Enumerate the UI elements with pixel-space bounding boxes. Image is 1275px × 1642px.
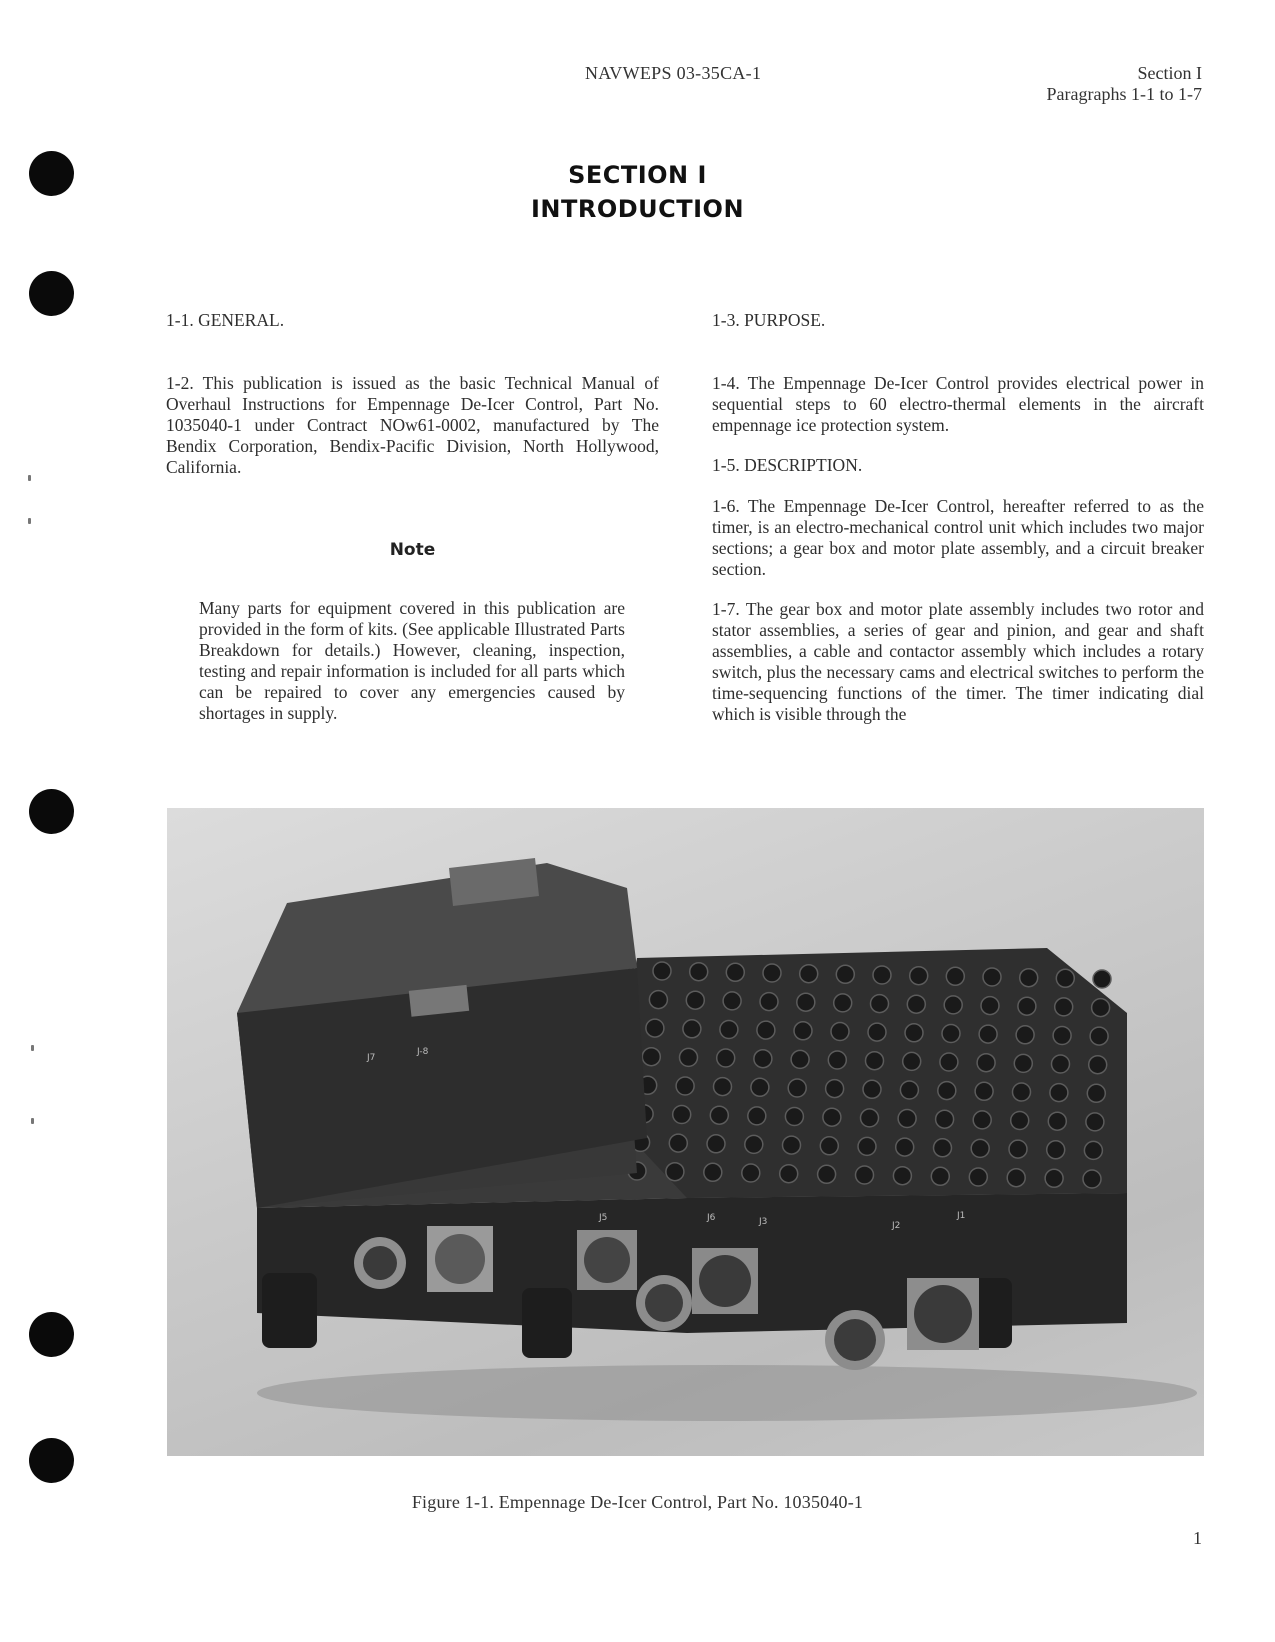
- circuit-breaker-button: [780, 1165, 798, 1183]
- connector-j1: [907, 1278, 979, 1350]
- mounting-foot: [522, 1288, 572, 1358]
- circuit-breaker-button: [745, 1135, 763, 1153]
- circuit-breaker-button: [823, 1108, 841, 1126]
- circuit-breaker-button: [649, 991, 667, 1009]
- binder-hole-3: [29, 789, 74, 834]
- circuit-breaker-button: [1048, 1112, 1066, 1130]
- circuit-breaker-button: [653, 962, 671, 980]
- scan-speck: [31, 1045, 34, 1051]
- connector-label-j6: J6: [707, 1213, 716, 1223]
- circuit-breaker-button: [898, 1110, 916, 1128]
- circuit-breaker-button: [707, 1135, 725, 1153]
- circuit-breaker-button: [826, 1080, 844, 1098]
- circuit-breaker-button: [1014, 1054, 1032, 1072]
- connector-label-j1: J1: [957, 1211, 966, 1221]
- circuit-breaker-button: [710, 1106, 728, 1124]
- connector-label-j3: J3: [759, 1217, 768, 1227]
- circuit-breaker-button: [942, 1025, 960, 1043]
- paragraph-1-2: [166, 373, 659, 478]
- circuit-breaker-button: [791, 1050, 809, 1068]
- section-title: [0, 158, 1275, 226]
- photo-shadow: [257, 1365, 1197, 1421]
- section-title-line2: INTRODUCTION: [530, 195, 745, 223]
- note-heading: Note: [389, 540, 436, 560]
- circuit-breaker-button: [1018, 997, 1036, 1015]
- connector-label-j2: J2: [892, 1221, 901, 1231]
- heading-description: 1-5. DESCRIPTION.: [712, 455, 863, 475]
- circuit-breaker-button: [977, 1054, 995, 1072]
- circuit-breaker-button: [1055, 998, 1073, 1016]
- paragraphs-label: Paragraphs 1-1 to 1-7: [1046, 84, 1202, 104]
- circuit-breaker-button: [973, 1111, 991, 1129]
- paragraph-1-4: [712, 373, 1204, 436]
- scan-speck: [28, 518, 31, 524]
- circuit-breaker-button: [1056, 969, 1074, 987]
- heading-general: 1-1. GENERAL.: [166, 310, 285, 330]
- connector-j5: [577, 1230, 637, 1290]
- paragraph-1-7-text: 1-7. The gear box and motor plate assembly includes two rotor and stator assemblies, a series of gear and pinion, and gear and shaft assemblies, a cable and contactor assembly which includes a rotary switch, plus the necessary cams and electrical switches to perform the time-sequencing functions of the timer. The timer indicating dial which is visible through the: [712, 599, 1204, 724]
- circuit-breaker-button: [1090, 1027, 1108, 1045]
- connector-j7: [354, 1237, 406, 1289]
- circuit-breaker-button: [936, 1110, 954, 1128]
- binder-hole-5: [29, 1438, 74, 1483]
- circuit-breaker-button: [704, 1163, 722, 1181]
- connector-j8: [427, 1226, 493, 1292]
- circuit-breaker-button: [646, 1019, 664, 1037]
- circuit-breaker-button: [893, 1167, 911, 1185]
- circuit-breaker-button: [717, 1049, 735, 1067]
- circuit-breaker-button: [944, 996, 962, 1014]
- circuit-breaker-button: [797, 993, 815, 1011]
- circuit-breaker-button: [669, 1134, 687, 1152]
- circuit-breaker-button: [1007, 1169, 1025, 1187]
- circuit-breaker-button: [910, 967, 928, 985]
- circuit-breaker-button: [723, 992, 741, 1010]
- circuit-breaker-button: [900, 1081, 918, 1099]
- circuit-breaker-button: [1093, 970, 1111, 988]
- circuit-breaker-button: [981, 997, 999, 1015]
- circuit-breaker-button: [794, 1022, 812, 1040]
- circuit-breaker-button: [676, 1077, 694, 1095]
- circuit-breaker-button: [642, 1048, 660, 1066]
- circuit-breaker-button: [1053, 1027, 1071, 1045]
- circuit-breaker-button: [757, 1021, 775, 1039]
- paragraph-1-6-text: 1-6. The Empennage De-Icer Control, hereafter referred to as the timer, is an electro-mechanical control unit which includes two major sections; a gear box and motor plate assembly, and a circuit breaker section.: [712, 496, 1204, 579]
- circuit-breaker-button: [866, 1052, 884, 1070]
- circuit-breaker-button: [975, 1082, 993, 1100]
- circuit-breaker-button: [868, 1023, 886, 1041]
- binder-hole-2: [29, 271, 74, 316]
- circuit-breaker-button: [931, 1167, 949, 1185]
- note-text: Many parts for equipment covered in this publication are provided in the form of kits. (See applicable Illustrated Parts Breakdown for details.) However, cleaning, inspection, testing and repair information is included for all parts which can be repaired to cover any emergencies caused by shortages in supply.: [199, 598, 625, 723]
- circuit-breaker-button: [1020, 969, 1038, 987]
- circuit-breaker-button: [907, 995, 925, 1013]
- document-number: NAVWEPS 03-35CA-1: [585, 63, 762, 83]
- circuit-breaker-button: [785, 1108, 803, 1126]
- paragraph-1-6: [712, 496, 1204, 580]
- connector-label-j8: J-8: [417, 1047, 429, 1057]
- circuit-breaker-button: [905, 1024, 923, 1042]
- circuit-breaker-button: [788, 1079, 806, 1097]
- circuit-breaker-button: [666, 1163, 684, 1181]
- circuit-breaker-button: [873, 966, 891, 984]
- mounting-foot: [262, 1273, 317, 1348]
- circuit-breaker-button: [820, 1137, 838, 1155]
- circuit-breaker-button: [1047, 1141, 1065, 1159]
- circuit-breaker-button: [979, 1025, 997, 1043]
- paragraph-1-7: [712, 599, 1204, 725]
- circuit-breaker-button: [896, 1138, 914, 1156]
- circuit-breaker-button: [742, 1164, 760, 1182]
- scan-speck: [28, 475, 31, 481]
- circuit-breaker-button: [856, 1166, 874, 1184]
- circuit-breaker-button: [1084, 1141, 1102, 1159]
- circuit-breaker-button: [751, 1078, 769, 1096]
- heading-purpose: 1-3. PURPOSE.: [712, 310, 826, 330]
- circuit-breaker-button: [720, 1021, 738, 1039]
- circuit-breaker-button: [946, 967, 964, 985]
- circuit-breaker-button: [969, 1168, 987, 1186]
- circuit-breaker-button: [863, 1080, 881, 1098]
- circuit-breaker-button: [714, 1078, 732, 1096]
- scan-speck: [31, 1118, 34, 1124]
- circuit-breaker-button: [858, 1137, 876, 1155]
- circuit-breaker-button: [683, 1020, 701, 1038]
- circuit-breaker-button: [834, 994, 852, 1012]
- circuit-breaker-button: [1013, 1083, 1031, 1101]
- circuit-breaker-button: [1092, 999, 1110, 1017]
- circuit-breaker-button: [1045, 1169, 1063, 1187]
- circuit-breaker-button: [726, 963, 744, 981]
- circuit-breaker-button: [828, 1051, 846, 1069]
- page-number: 1: [1193, 1528, 1202, 1548]
- circuit-breaker-button: [673, 1106, 691, 1124]
- circuit-breaker-button: [818, 1165, 836, 1183]
- circuit-breaker-button: [800, 965, 818, 983]
- section-title-line1: SECTION I: [568, 161, 707, 189]
- circuit-breaker-button: [871, 995, 889, 1013]
- section-label: Section I: [1137, 63, 1202, 83]
- circuit-breaker-button: [971, 1139, 989, 1157]
- circuit-breaker-button: [763, 964, 781, 982]
- circuit-breaker-button: [940, 1053, 958, 1071]
- circuit-breaker-button: [1086, 1113, 1104, 1131]
- circuit-breaker-button: [754, 1050, 772, 1068]
- circuit-breaker-button: [686, 991, 704, 1009]
- section-reference: [1047, 63, 1202, 105]
- circuit-breaker-button: [1052, 1055, 1070, 1073]
- connector-label-j7: J7: [367, 1053, 376, 1063]
- circuit-breaker-button: [836, 965, 854, 983]
- figure-caption: Figure 1-1. Empennage De-Icer Control, Part No. 1035040-1: [411, 1492, 864, 1512]
- binder-hole-4: [29, 1312, 74, 1357]
- connector-j6: [636, 1275, 692, 1331]
- circuit-breaker-button: [903, 1052, 921, 1070]
- figure-photo: [167, 808, 1204, 1456]
- circuit-breaker-button: [748, 1107, 766, 1125]
- circuit-breaker-button: [760, 993, 778, 1011]
- circuit-breaker-button: [783, 1136, 801, 1154]
- circuit-breaker-button: [934, 1139, 952, 1157]
- de-icer-control-illustration: [167, 808, 1204, 1456]
- connector-label-j5: J5: [599, 1213, 608, 1223]
- circuit-breaker-button: [831, 1023, 849, 1041]
- circuit-breaker-button: [1009, 1140, 1027, 1158]
- circuit-breaker-button: [983, 968, 1001, 986]
- circuit-breaker-button: [938, 1082, 956, 1100]
- breaker-panel: [612, 948, 1127, 1198]
- circuit-breaker-button: [1083, 1170, 1101, 1188]
- circuit-breaker-button: [680, 1048, 698, 1066]
- circuit-breaker-button: [1087, 1084, 1105, 1102]
- circuit-breaker-button: [1089, 1056, 1107, 1074]
- paragraph-1-4-text: 1-4. The Empennage De-Icer Control provides electrical power in sequential steps to 60 electro-thermal elements in the aircraft empennage ice protection system.: [712, 373, 1204, 435]
- circuit-breaker-button: [861, 1109, 879, 1127]
- circuit-breaker-button: [1011, 1112, 1029, 1130]
- note-body: [199, 598, 625, 724]
- paragraph-1-2-text: 1-2. This publication is issued as the basic Technical Manual of Overhaul Instructions for Empennage De-Icer Control, Part No. 1035040-1 under Contract NOw61-0002, manufactured by The Bendix Corporation, Bendix-Pacific Division, North Hollywood, California.: [166, 373, 659, 477]
- connector-j3: [692, 1248, 758, 1314]
- connector-j2: [825, 1310, 885, 1370]
- circuit-breaker-button: [1016, 1026, 1034, 1044]
- circuit-breaker-button: [1050, 1084, 1068, 1102]
- circuit-breaker-button: [690, 963, 708, 981]
